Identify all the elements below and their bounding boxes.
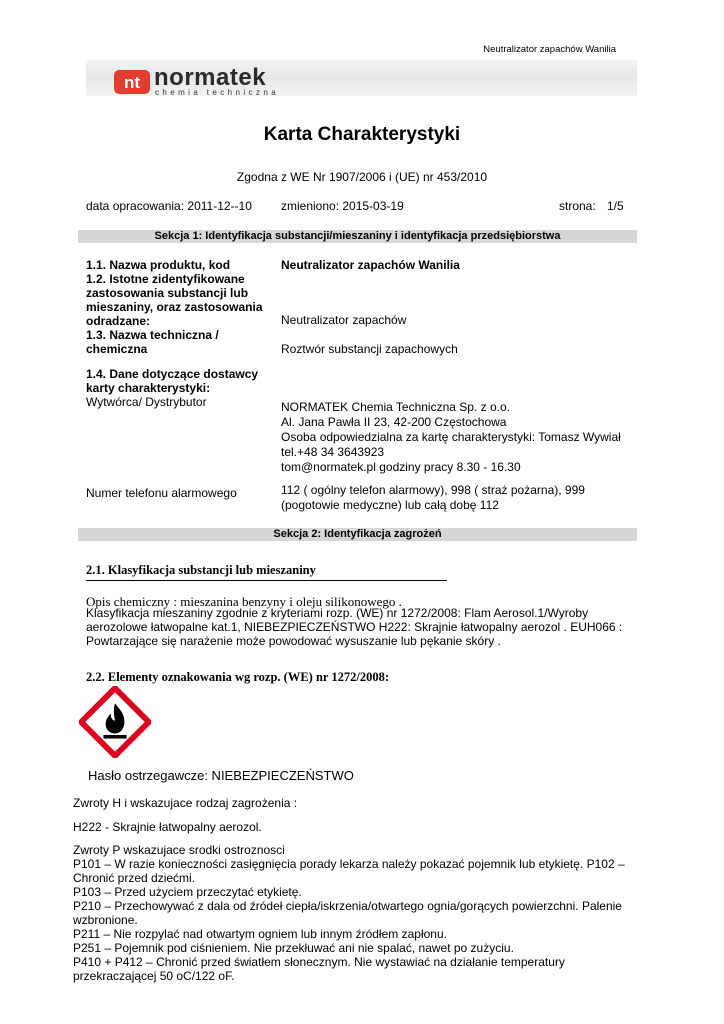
classification-text: Klasyfikacja mieszaniny zgodnie z kryteriami rozp. (WE) nr 1272/2008: Flam Aerosol.1/Wyroby aerozolowe łatwopalne kat.1, NIEBEZPIECZEŃSTWO H222: Skrajnie łatwopalny aerozol . EUH066 : Powtarzające się narażenie może powodować wysuszanie lub pękanie skóry . <box>86 606 623 648</box>
p-statement: P101 – W razie konieczności zasięgnięcia porady lekarza należy pokazać pojemnik lub etykietę. P102 – Chronić przed dziećmi. <box>73 857 625 885</box>
supplier-line: Osoba odpowiedzialna za kartę charakterystyki: Tomasz Wywiał <box>281 430 621 444</box>
subsection-2-1-title: 2.1. Klasyfikacja substancji lub mieszaniny <box>86 563 316 577</box>
date-changed: zmieniono: 2015-03-19 <box>281 199 404 213</box>
section-1-labels: 1.1. Nazwa produktu, kod 1.2. Istotne zidentyfikowane zastosowania substancji lub mieszaniny, oraz zastosowania odradzane: 1.3. Nazwa techniczna / chemiczna <box>86 258 263 356</box>
h222-statement: H222 - Skrajnie łatwopalny aerozol. <box>73 820 262 834</box>
regulation-line: Zgodna z WE Nr 1907/2006 i (UE) nr 453/2010 <box>236 170 488 184</box>
h-statements-heading: Zwroty H i wskazujace rodzaj zagrożenia : <box>73 796 298 810</box>
supplier-line: Al. Jana Pawła II 23, 42-200 Częstochowa <box>281 415 507 429</box>
supplier-line: tel.+48 34 3643923 <box>281 445 385 459</box>
date-prepared: data opracowania: 2011-12--10 <box>86 199 252 213</box>
section-1-heading: Sekcja 1: Identyfikacja substancji/mieszaniny i identyfikacja przedsiębiorstwa <box>78 230 637 243</box>
identified-use: Neutralizator zapachów <box>281 313 407 327</box>
signal-word: Hasło ostrzegawcze: NIEBEZPIECZEŃSTWO <box>88 768 354 783</box>
p-statements <box>73 843 643 983</box>
emergency-numbers: 112 ( ogólny telefon alarmowy), 998 ( straż pożarna), 999 (pogotowie medyczne) lub całą dobę 112 <box>281 483 585 512</box>
p-heading: Zwroty P wskazujace srodki ostroznosci <box>73 843 285 857</box>
normatek-logo-icon <box>114 70 150 94</box>
product-name: Neutralizator zapachów Wanilia <box>281 258 460 272</box>
supplier-line: NORMATEK Chemia Techniczna Sp. z o.o. <box>281 400 510 414</box>
manufacturer-label: Wytwórca/ Dystrybutor <box>86 395 207 409</box>
page-number: 1/5 <box>607 199 624 213</box>
section-2-heading: Sekcja 2: Identyfikacja zagrożeń <box>78 528 637 541</box>
logo-mark-text: nt <box>123 73 141 92</box>
p-statement: P103 – Przed użyciem przeczytać etykietę. <box>73 885 302 899</box>
page-label: strona: <box>559 199 596 213</box>
subsection-2-2-title: 2.2. Elementy oznakowania wg rozp. (WE) nr 1272/2008: <box>86 670 390 684</box>
document-title: Karta Charakterystyki <box>263 124 461 145</box>
p-statement: P410 + P412 – Chronić przed światłem słonecznym. Nie wystawiać na działanie temperatury przekraczającej 50 oC/122 oF. <box>73 955 565 983</box>
supplier-line: tom@normatek.pl godziny pracy 8.30 - 16.30 <box>281 460 521 474</box>
supplier-label: 1.4. Dane dotyczące dostawcy karty charakterystyki: <box>86 367 259 395</box>
logo-tagline: chemia techniczna <box>155 88 280 97</box>
flame-icon <box>79 686 151 758</box>
chemical-description: Opis chemiczny : mieszanina benzyny i oleju silikonowego . <box>86 594 402 609</box>
supplier-details <box>281 400 636 475</box>
p-statement: P251 – Pojemnik pod ciśnieniem. Nie przekłuwać ani nie spalać, nawet po zużyciu. <box>73 941 514 955</box>
running-header: Neutralizator zapachów Wanilia <box>483 44 616 55</box>
logo-name: normatek <box>154 64 267 91</box>
p-statement: P210 – Przechowywać z dala od źródeł ciepła/iskrzenia/otwartego ognia/gorących powierzchni. Palenie wzbronione. <box>73 899 622 927</box>
emergency-label: Numer telefonu alarmowego <box>86 486 237 500</box>
chemical-name: Roztwór substancji zapachowych <box>281 342 458 356</box>
subsection-rule <box>86 580 447 581</box>
p-statement: P211 – Nie rozpylać nad otwartym ogniem lub innym źródłem zapłonu. <box>73 927 447 941</box>
